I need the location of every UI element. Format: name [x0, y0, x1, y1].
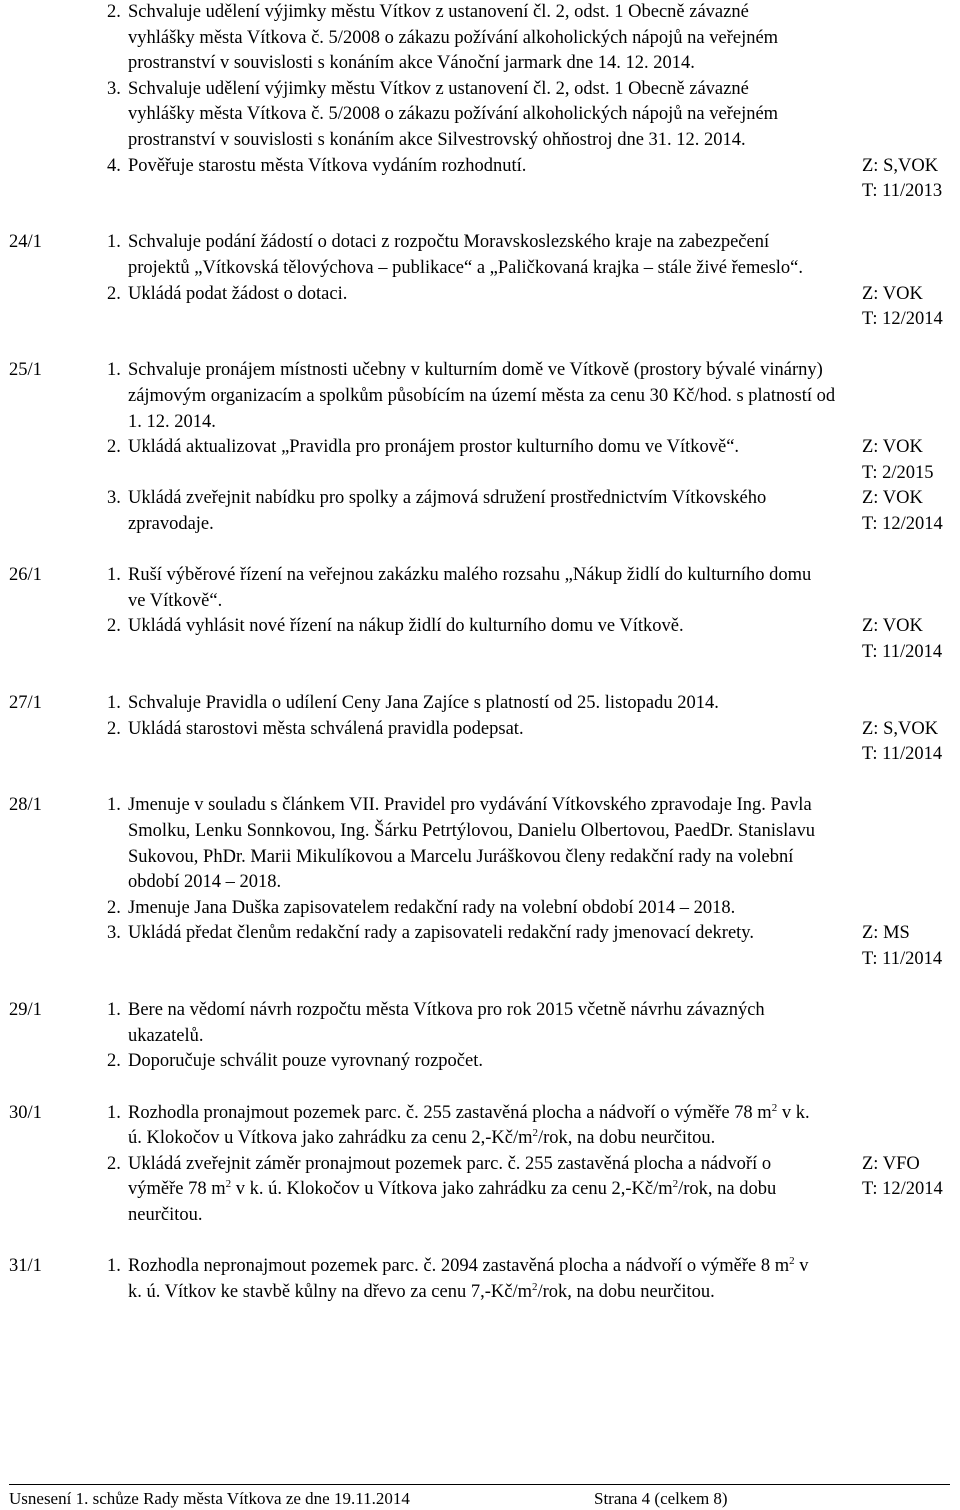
page-footer	[9, 1484, 950, 1508]
item-text-part: Rozhodla nepronajmout pozemek parc. č. 2094 zastavěná plocha a nádvoří o výměře 8 m	[128, 1256, 790, 1277]
resolution-number: 25/1	[9, 360, 42, 381]
resolution-item	[0, 563, 820, 614]
item-marker: 2.	[107, 897, 121, 918]
resolution-section	[0, 230, 960, 332]
resolution-section	[0, 0, 960, 205]
resolution-item	[0, 282, 943, 333]
resolution-section	[0, 1101, 960, 1229]
assignment-block	[862, 435, 934, 486]
resolution-item	[0, 77, 820, 154]
item-text: Schvaluje podání žádostí o dotaci z rozpočtu Moravskoslezského kraje na zabezpečení projektů „Vítkovská tělovýchova – publikace“ a „Paličkovaná krajka – stále živé řemeslo“.	[128, 232, 803, 278]
item-text: Jmenuje Jana Duška zapisovatelem redakční rady na volební období 2014 – 2018.	[128, 897, 736, 918]
resolution-number: 30/1	[9, 1102, 42, 1123]
item-marker: 1.	[107, 795, 121, 816]
item-marker: 1.	[107, 693, 121, 714]
responsible-person: Z: VOK	[862, 437, 923, 458]
responsible-person: Z: VOK	[862, 283, 923, 304]
item-text-part: v k. ú. Vítkov ke stavbě kůlny na dřevo za cenu 7,-Kč/m	[128, 1256, 809, 1302]
resolution-item	[0, 614, 943, 665]
item-text-part: Rozhodla pronajmout pozemek parc. č. 255 zastavěná plocha a nádvoří o výměře 78 m	[128, 1102, 772, 1123]
resolution-item	[0, 1049, 820, 1075]
item-text: Ukládá aktualizovat „Pravidla pro pronájem prostor kulturního domu ve Vítkově“.	[128, 437, 740, 458]
resolution-item	[0, 1254, 820, 1305]
resolution-section	[0, 358, 960, 537]
deadline: T: 11/2014	[862, 641, 943, 662]
item-marker: 1.	[107, 565, 121, 586]
item-text: Pověřuje starostu města Vítkova vydáním rozhodnutí.	[128, 155, 527, 176]
resolution-item	[0, 691, 848, 717]
resolution-number: 26/1	[9, 565, 42, 586]
resolution-item	[0, 793, 820, 895]
item-marker: 3.	[107, 78, 121, 99]
assignment-block	[862, 154, 942, 205]
item-marker: 3.	[107, 923, 121, 944]
responsible-person: Z: MS	[862, 923, 910, 944]
item-text: Schvaluje pronájem místnosti učebny v kulturním domě ve Vítkově (prostory bývalé vinárny) zájmovým organizacím a spolkům působícím na území města za cenu 30 Kč/hod. s platností od 1. 12. 2014.	[128, 360, 836, 432]
resolution-item	[0, 896, 820, 922]
resolution-item	[0, 921, 943, 972]
item-marker: 1.	[107, 1256, 121, 1277]
resolution-number: 31/1	[9, 1256, 42, 1277]
assignment-block	[862, 614, 942, 665]
resolution-number: 29/1	[9, 1000, 42, 1021]
item-marker: 2.	[107, 1153, 121, 1174]
assignment-block	[862, 1152, 943, 1203]
superscript: 2	[225, 1178, 232, 1191]
deadline: T: 12/2014	[862, 309, 943, 330]
item-text-part: /rok, na dobu neurčitou.	[537, 1281, 715, 1302]
responsible-person: Z: VOK	[862, 488, 923, 509]
item-marker: 1.	[107, 1102, 121, 1123]
footer-page-number: Strana 4 (celkem 8)	[594, 1489, 728, 1508]
item-text: Jmenuje v souladu s článkem VII. Pravidel pro vydávání Vítkovského zpravodaje Ing. Pavla Smolku, Lenku Sonnkovou, Ing. Šárku Petrtýlovou, Danielu Olbertovou, PaedDr. Stanislavu Sukovou, PhDr. Marii Mikulíkovou a Marcelu Juráškovou členy redakční rady na volební období 2014 – 2018.	[128, 795, 816, 893]
resolution-item	[0, 358, 848, 435]
responsible-person: Z: VFO	[862, 1153, 920, 1174]
resolution-item	[0, 230, 820, 281]
deadline: T: 11/2014	[862, 744, 943, 765]
item-text: Ukládá zveřejnit nabídku pro spolky a zájmová sdružení prostřednictvím Vítkovského zpravodaje.	[128, 488, 767, 534]
resolution-item	[0, 435, 934, 486]
resolution-section	[0, 563, 960, 665]
item-text: Ukládá vyhlásit nové řízení na nákup židlí do kulturního domu ve Vítkově.	[128, 616, 684, 637]
superscript: 2	[531, 1280, 538, 1293]
item-text: Schvaluje Pravidla o udílení Ceny Jana Zajíce s platností od 25. listopadu 2014.	[128, 693, 719, 714]
resolution-item	[0, 717, 943, 768]
resolution-item	[0, 0, 820, 77]
item-text-part: /rok, na dobu neurčitou.	[537, 1128, 716, 1149]
resolution-item	[0, 1152, 943, 1229]
resolution-number: 24/1	[9, 232, 42, 253]
resolution-item	[0, 154, 943, 205]
item-text-part: v k. ú. Klokočov u Vítkova jako zahrádku za cenu 2,-Kč/m	[231, 1179, 673, 1200]
deadline: T: 11/2013	[862, 181, 943, 202]
item-marker: 2.	[107, 616, 121, 637]
item-text: Doporučuje schválit pouze vyrovnaný rozpočet.	[128, 1051, 483, 1072]
item-text: Schvaluje udělení výjimky městu Vítkov z ustanovení čl. 2, odst. 1 Obecně závazné vyhlášky města Vítkova č. 5/2008 o zákazu požívání alkoholických nápojů na veřejném prostranství v souvislosti s konáním akce Silvestrovský ohňostroj dne 31. 12. 2014.	[128, 78, 779, 150]
resolution-section	[0, 793, 960, 972]
item-marker: 2.	[107, 437, 121, 458]
item-text: Ukládá starostovi města schválená pravidla podepsat.	[128, 718, 524, 739]
responsible-person: Z: S,VOK	[862, 718, 939, 739]
resolution-section	[0, 998, 960, 1075]
item-text: Bere na vědomí návrh rozpočtu města Vítkova pro rok 2015 včetně návrhu závazných ukazatelů.	[128, 1000, 765, 1046]
assignment-block	[862, 717, 942, 768]
item-marker: 2.	[107, 283, 121, 304]
resolution-item	[0, 1101, 820, 1152]
resolution-section	[0, 1254, 960, 1305]
resolution-number: 28/1	[9, 795, 42, 816]
item-marker: 4.	[107, 155, 121, 176]
superscript: 2	[672, 1178, 679, 1191]
resolution-item	[0, 486, 943, 537]
item-text: Ruší výběrové řízení na veřejnou zakázku malého rozsahu „Nákup židlí do kulturního domu ve Vítkově“.	[128, 565, 812, 611]
item-text: Schvaluje udělení výjimky městu Vítkov z ustanovení čl. 2, odst. 1 Obecně závazné vyhlášky města Vítkova č. 5/2008 o zákazu požívání alkoholických nápojů na veřejném prostranství v souvislosti s konáním akce Vánoční jarmark dne 14. 12. 2014.	[128, 2, 779, 74]
resolution-section	[0, 691, 960, 768]
item-text: Ukládá podat žádost o dotaci.	[128, 283, 348, 304]
item-marker: 1.	[107, 232, 121, 253]
item-text-part: Ukládá zveřejnit záměr pronajmout pozemek parc. č. 255 zastavěná plocha a nádvoří o výměře 78 m	[128, 1153, 772, 1200]
superscript: 2	[532, 1127, 538, 1140]
deadline: T: 11/2014	[862, 948, 943, 969]
item-marker: 3.	[107, 488, 121, 509]
assignment-block	[862, 921, 942, 972]
assignment-block	[862, 282, 943, 333]
footer-title: Usnesení 1. schůze Rady města Vítkova ze dne 19.11.2014	[9, 1489, 410, 1508]
superscript: 2	[789, 1255, 795, 1268]
assignment-block	[862, 486, 943, 537]
item-marker: 1.	[107, 1000, 121, 1021]
deadline: T: 12/2014	[862, 1179, 943, 1200]
responsible-person: Z: S,VOK	[862, 155, 939, 176]
superscript: 2	[771, 1101, 778, 1114]
resolution-item	[0, 998, 820, 1049]
item-text	[128, 1256, 809, 1302]
item-text-part: /rok, na dobu neurčitou.	[128, 1179, 777, 1225]
item-text-part: v k. ú. Klokočov u Vítkova jako zahrádku za cenu 2,-Kč/m	[128, 1102, 810, 1149]
resolution-number: 27/1	[9, 693, 42, 714]
item-marker: 2.	[107, 2, 121, 22]
deadline: T: 12/2014	[862, 513, 943, 534]
responsible-person: Z: VOK	[862, 616, 923, 637]
item-text	[128, 1154, 776, 1225]
item-marker: 2.	[107, 1051, 121, 1072]
item-marker: 2.	[107, 718, 121, 739]
item-marker: 1.	[107, 360, 121, 381]
item-text: Ukládá předat členům redakční rady a zapisovateli redakční rady jmenovací dekrety.	[128, 923, 754, 944]
deadline: T: 2/2015	[862, 462, 934, 483]
item-text	[128, 1103, 810, 1149]
